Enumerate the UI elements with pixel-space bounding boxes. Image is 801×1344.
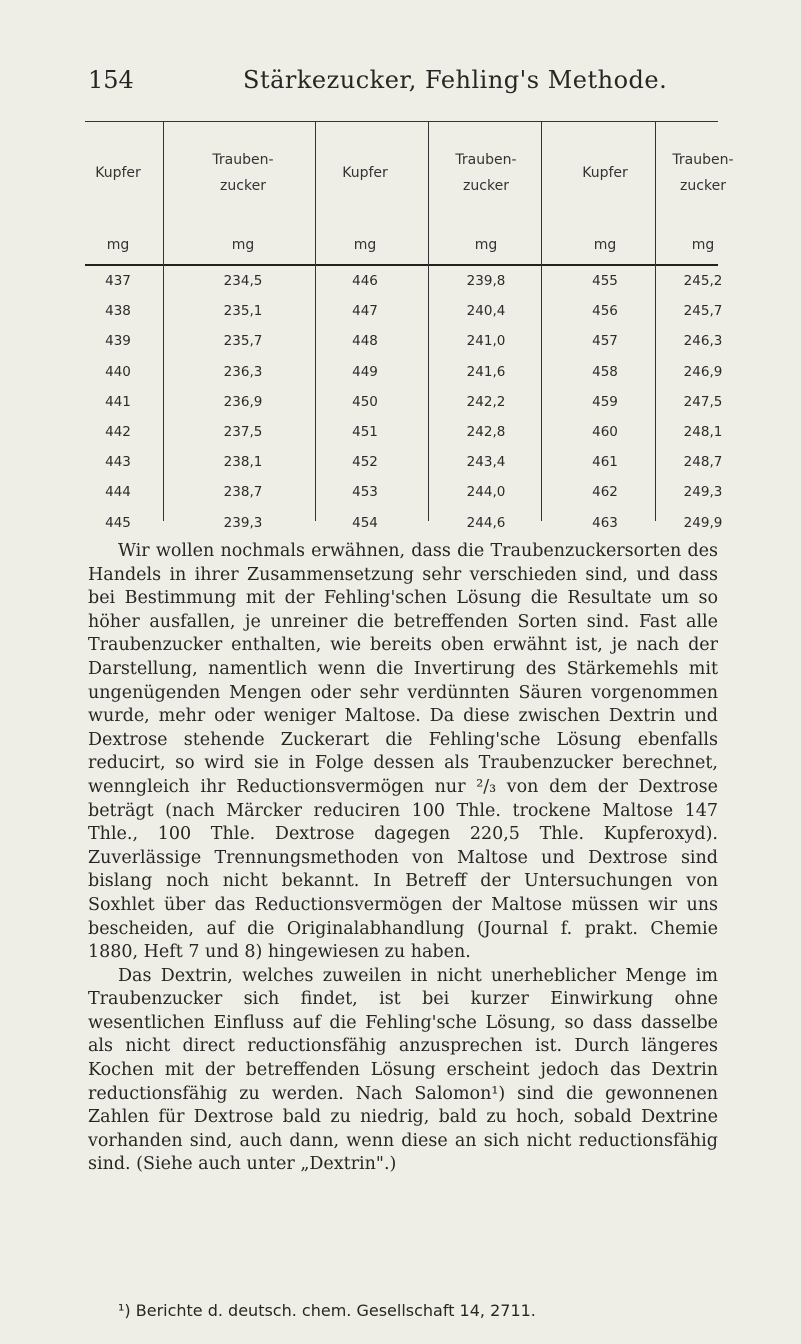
table-cell: 239,3 bbox=[223, 514, 263, 531]
column-header-label: Trauben- zucker bbox=[212, 152, 274, 194]
table-cell: 244,6 bbox=[466, 514, 506, 531]
table-cell: 236,3 bbox=[223, 363, 263, 380]
table-cell: 239,8 bbox=[466, 273, 506, 289]
table-cell: 461 bbox=[592, 454, 618, 471]
copper-glucose-table bbox=[85, 121, 734, 531]
table-cell: 441 bbox=[105, 393, 131, 410]
table-row bbox=[85, 452, 723, 482]
table-cell: 457 bbox=[592, 333, 618, 350]
table-cell: 235,7 bbox=[223, 333, 263, 350]
table-cell: 454 bbox=[352, 514, 378, 531]
table-cell: 438 bbox=[105, 303, 131, 320]
table-cell: 245,2 bbox=[683, 273, 723, 289]
table-cell: 242,2 bbox=[466, 393, 506, 410]
column-header-unit: mg bbox=[231, 237, 255, 253]
column-header-label: Trauben- zucker bbox=[672, 152, 734, 194]
table-cell: 248,7 bbox=[683, 454, 723, 471]
column-header-unit: mg bbox=[691, 237, 715, 253]
table-row bbox=[85, 392, 723, 422]
column-header-label: Trauben- zucker bbox=[455, 152, 517, 194]
table-cell: 242,8 bbox=[466, 424, 506, 440]
column-header-unit: mg bbox=[474, 237, 498, 253]
table-cell: 443 bbox=[105, 454, 131, 471]
table-cell: 451 bbox=[352, 424, 378, 440]
table-cell: 238,7 bbox=[223, 484, 263, 501]
table-row bbox=[85, 422, 723, 452]
column-header-label: Kupfer bbox=[582, 165, 628, 181]
table-cell: 247,5 bbox=[683, 393, 723, 410]
footnote: ¹) Berichte d. deutsch. chem. Gesellschaft 14, 2711. bbox=[118, 1301, 536, 1320]
column-header bbox=[426, 121, 546, 264]
body-text bbox=[88, 540, 718, 1177]
table-cell: 447 bbox=[352, 303, 378, 320]
table-cell: 245,7 bbox=[683, 303, 723, 320]
table-cell: 235,1 bbox=[223, 303, 263, 320]
table-cell: 448 bbox=[352, 333, 378, 350]
table-row bbox=[85, 362, 723, 392]
column-header-label: Kupfer bbox=[342, 165, 388, 181]
table-cell: 463 bbox=[592, 514, 618, 531]
table-cell: 456 bbox=[592, 303, 618, 320]
table-cell: 442 bbox=[105, 424, 131, 440]
column-header-unit: mg bbox=[593, 237, 617, 253]
table-cell: 455 bbox=[592, 273, 618, 289]
table-cell: 449 bbox=[352, 363, 378, 380]
table-cell: 459 bbox=[592, 393, 618, 410]
table-cell: 236,9 bbox=[223, 393, 263, 410]
table-cell: 240,4 bbox=[466, 303, 506, 320]
table-cell: 237,5 bbox=[223, 424, 263, 440]
table-row bbox=[85, 513, 723, 543]
table-cell: 437 bbox=[105, 273, 131, 289]
table-cell: 246,9 bbox=[683, 363, 723, 380]
table-row bbox=[85, 301, 723, 331]
table-header-rule bbox=[85, 264, 718, 266]
table-row bbox=[85, 331, 723, 361]
table-cell: 244,0 bbox=[466, 484, 506, 501]
table-cell: 444 bbox=[105, 484, 131, 501]
column-header-label: Kupfer bbox=[95, 165, 141, 181]
table-cell: 460 bbox=[592, 424, 618, 440]
page-number: 154 bbox=[88, 66, 134, 94]
table-row bbox=[85, 482, 723, 512]
table-cell: 458 bbox=[592, 363, 618, 380]
column-header bbox=[643, 121, 763, 264]
table-cell: 440 bbox=[105, 363, 131, 380]
table-cell: 439 bbox=[105, 333, 131, 350]
table-cell: 452 bbox=[352, 454, 378, 471]
column-header bbox=[183, 121, 303, 264]
table-cell: 446 bbox=[352, 273, 378, 289]
page-header bbox=[88, 64, 718, 96]
table-cell: 234,5 bbox=[223, 273, 263, 289]
table-cell: 248,1 bbox=[683, 424, 723, 440]
table-cell: 241,6 bbox=[466, 363, 506, 380]
paragraph: Das Dextrin, welches zuweilen in nicht unerheblicher Menge im Traubenzucker sich findet, ist bei kurzer Einwirkung ohne wesentlichen Einfluss auf die Fehling'sche Lösung, so dass dasselbe als nicht direct reductionsfähig anzusprechen ist. Durch längeres Kochen mit der betreffenden Lösung erscheint jedoch das Dextrin reductionsfähig zu werden. Nach Salomon¹) sind die gewonnenen Zahlen für Dextrose bald zu niedrig, bald zu hoch, sobald Dextrine vorhanden sind, auch dann, wenn diese an sich nicht reductionsfähig sind. (Siehe auch unter „Dextrin".) bbox=[88, 965, 718, 1175]
table-cell: 249,3 bbox=[683, 484, 723, 501]
column-header-unit: mg bbox=[353, 237, 377, 253]
table-cell: 453 bbox=[352, 484, 378, 501]
table-cell: 445 bbox=[105, 514, 131, 531]
column-header-unit: mg bbox=[106, 237, 130, 253]
running-title: Stärkezucker, Fehling's Methode. bbox=[243, 66, 668, 94]
column-header bbox=[305, 121, 425, 264]
table-cell: 238,1 bbox=[223, 454, 263, 471]
table-cell: 450 bbox=[352, 393, 378, 410]
table-cell: 246,3 bbox=[683, 333, 723, 350]
paragraph: Wir wollen nochmals erwähnen, dass die Traubenzuckersorten des Handels in ihrer Zusammensetzung sehr verschieden sind, und dass bei Bestimmung mit der Fehling'schen Lösung die Resultate um so höher ausfallen, je unreiner die betreffenden Sorten sind. Fast alle Traubenzucker enthalten, wie bereits oben erwähnt ist, je nach der Darstellung, namentlich wenn die Invertirung des Stärkemehls mit ungenügenden Mengen oder sehr verdünnten Säuren vorgenommen wurde, mehr oder weniger Maltose. Da diese zwischen Dextrin und Dextrose stehende Zuckerart die Fehling'sche Lösung ebenfalls reducirt, so wird sie in Folge dessen als Traubenzucker berechnet, wenngleich ihr Reductionsvermögen nur ²/₃ von dem der Dextrose beträgt (nach Märcker reduciren 100 Thle. trockene Maltose 147 Thle., 100 Thle. Dextrose dagegen 220,5 Thle. Kupferoxyd). Zuverlässige Trennungsmethoden von Maltose und Dextrose sind bislang noch nicht bekannt. In Betreff der Untersuchungen von Soxhlet über das Reductionsvermögen der Maltose müssen wir uns bescheiden, auf die Originalabhandlung (Journal f. prakt. Chemie 1880, Heft 7 und 8) hingewiesen zu haben. bbox=[88, 541, 718, 963]
table-cell: 249,9 bbox=[683, 514, 723, 531]
table-row bbox=[85, 271, 723, 301]
column-header bbox=[58, 121, 178, 264]
table-cell: 241,0 bbox=[466, 333, 506, 350]
table-cell: 462 bbox=[592, 484, 618, 501]
table-cell: 243,4 bbox=[466, 454, 506, 471]
